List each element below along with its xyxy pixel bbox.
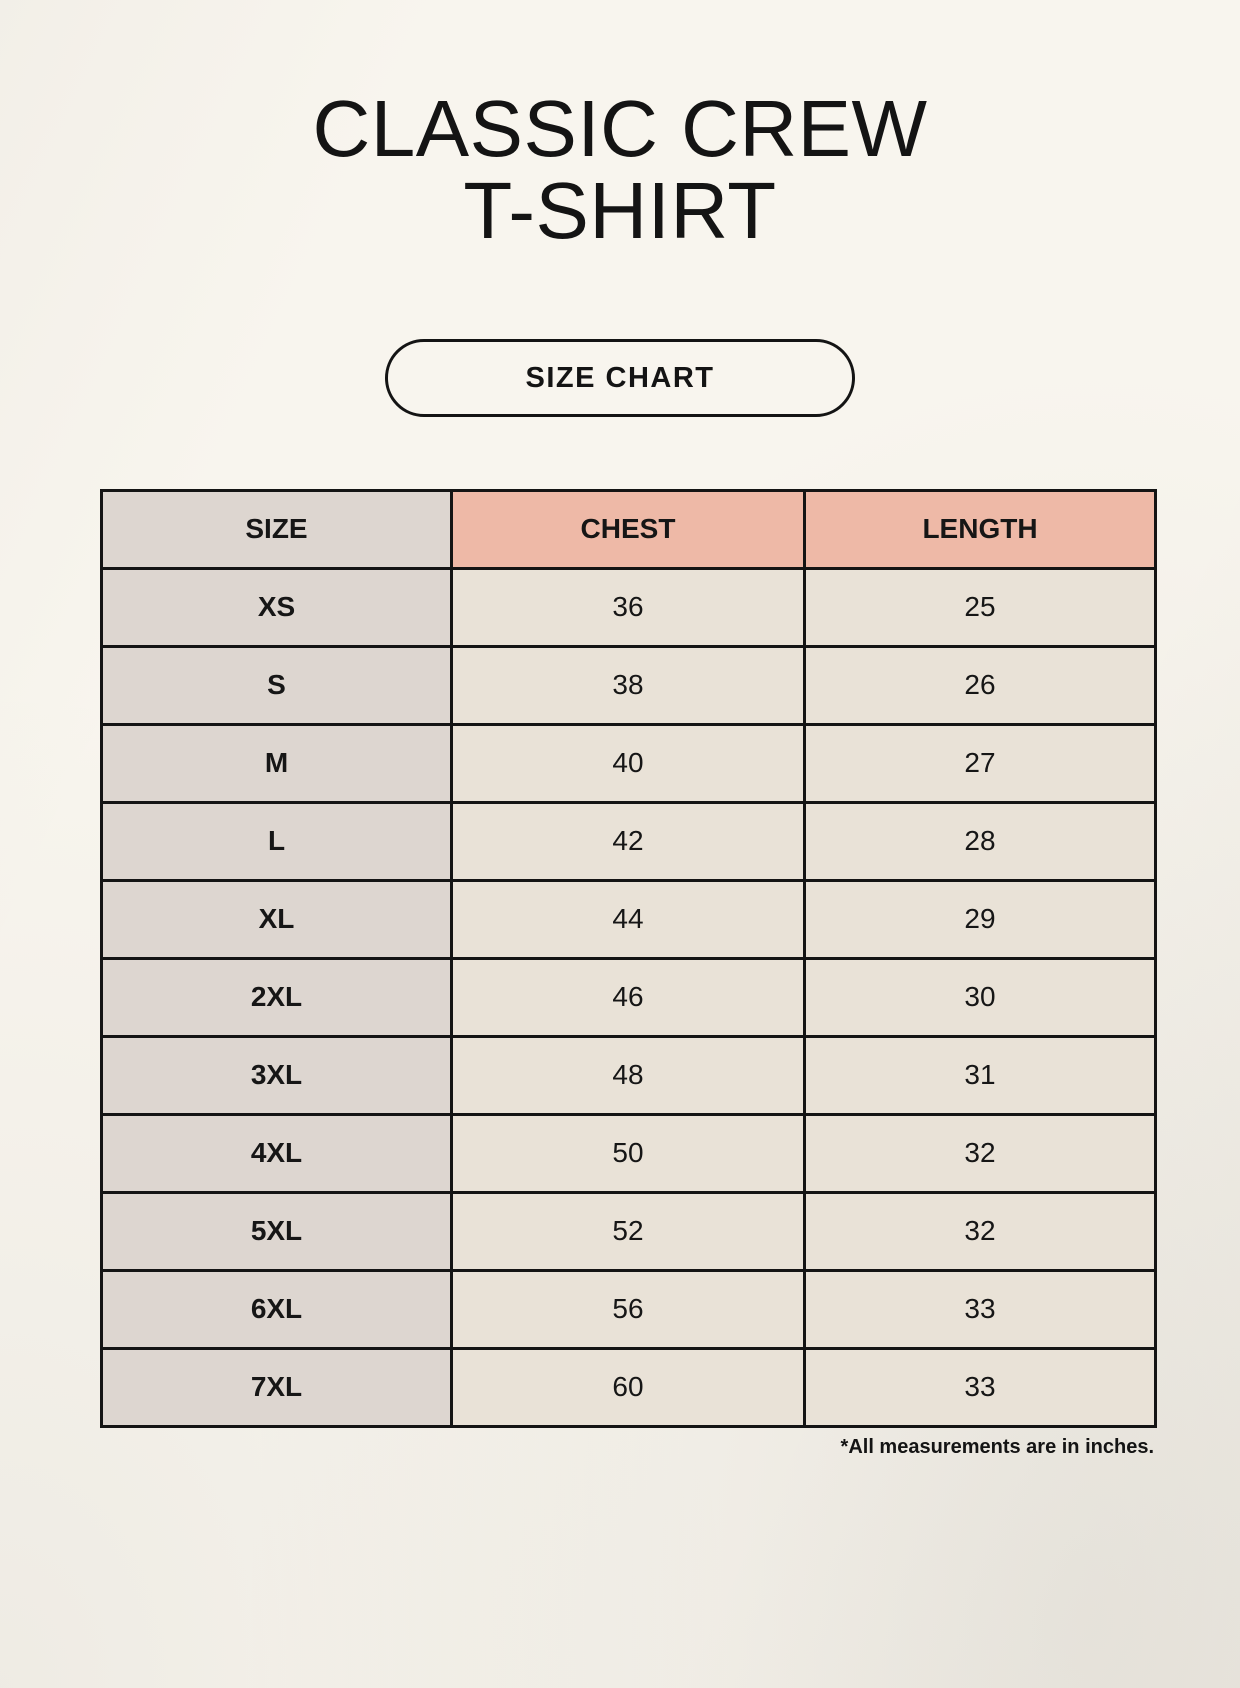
measurements-footnote: *All measurements are in inches. [840, 1435, 1154, 1458]
length-cell: 29 [805, 880, 1156, 958]
chest-cell: 40 [452, 724, 805, 802]
size-cell: 3XL [102, 1036, 452, 1114]
size-cell: XL [102, 880, 452, 958]
size-cell: 2XL [102, 958, 452, 1036]
table-body [102, 568, 1156, 1426]
chest-cell: 36 [452, 568, 805, 646]
size-cell: 6XL [102, 1270, 452, 1348]
size-cell: L [102, 802, 452, 880]
table-row [102, 802, 1156, 880]
chest-cell: 38 [452, 646, 805, 724]
size-cell: 5XL [102, 1192, 452, 1270]
chest-cell: 46 [452, 958, 805, 1036]
page-title-line-2: T-SHIRT [463, 166, 777, 256]
size-cell: 7XL [102, 1348, 452, 1426]
table-header [102, 490, 1156, 568]
chest-cell: 50 [452, 1114, 805, 1192]
chest-cell: 56 [452, 1270, 805, 1348]
table-row [102, 1348, 1156, 1426]
chest-cell: 44 [452, 880, 805, 958]
size-chart-page [0, 84, 1240, 1688]
size-cell: M [102, 724, 452, 802]
column-header-chest: CHEST [452, 490, 805, 568]
table-row [102, 1036, 1156, 1114]
page-title-line-1: CLASSIC CREW [312, 84, 928, 173]
page-title [0, 84, 1240, 256]
table-row [102, 880, 1156, 958]
size-cell: XS [102, 568, 452, 646]
chest-cell: 52 [452, 1192, 805, 1270]
length-cell: 25 [805, 568, 1156, 646]
size-chart-button[interactable]: SIZE CHART [385, 339, 855, 417]
length-cell: 32 [805, 1192, 1156, 1270]
length-cell: 28 [805, 802, 1156, 880]
chest-cell: 42 [452, 802, 805, 880]
table-row [102, 1270, 1156, 1348]
length-cell: 33 [805, 1348, 1156, 1426]
table-row [102, 1114, 1156, 1192]
chest-cell: 48 [452, 1036, 805, 1114]
column-header-size: SIZE [102, 490, 452, 568]
length-cell: 27 [805, 724, 1156, 802]
header-row [102, 490, 1156, 568]
table-row [102, 958, 1156, 1036]
table-row [102, 646, 1156, 724]
chest-cell: 60 [452, 1348, 805, 1426]
table-row [102, 1192, 1156, 1270]
length-cell: 32 [805, 1114, 1156, 1192]
size-cell: S [102, 646, 452, 724]
length-cell: 26 [805, 646, 1156, 724]
table-row [102, 724, 1156, 802]
size-cell: 4XL [102, 1114, 452, 1192]
length-cell: 33 [805, 1270, 1156, 1348]
column-header-length: LENGTH [805, 490, 1156, 568]
length-cell: 31 [805, 1036, 1156, 1114]
length-cell: 30 [805, 958, 1156, 1036]
size-chart-table [100, 489, 1157, 1428]
table-row [102, 568, 1156, 646]
